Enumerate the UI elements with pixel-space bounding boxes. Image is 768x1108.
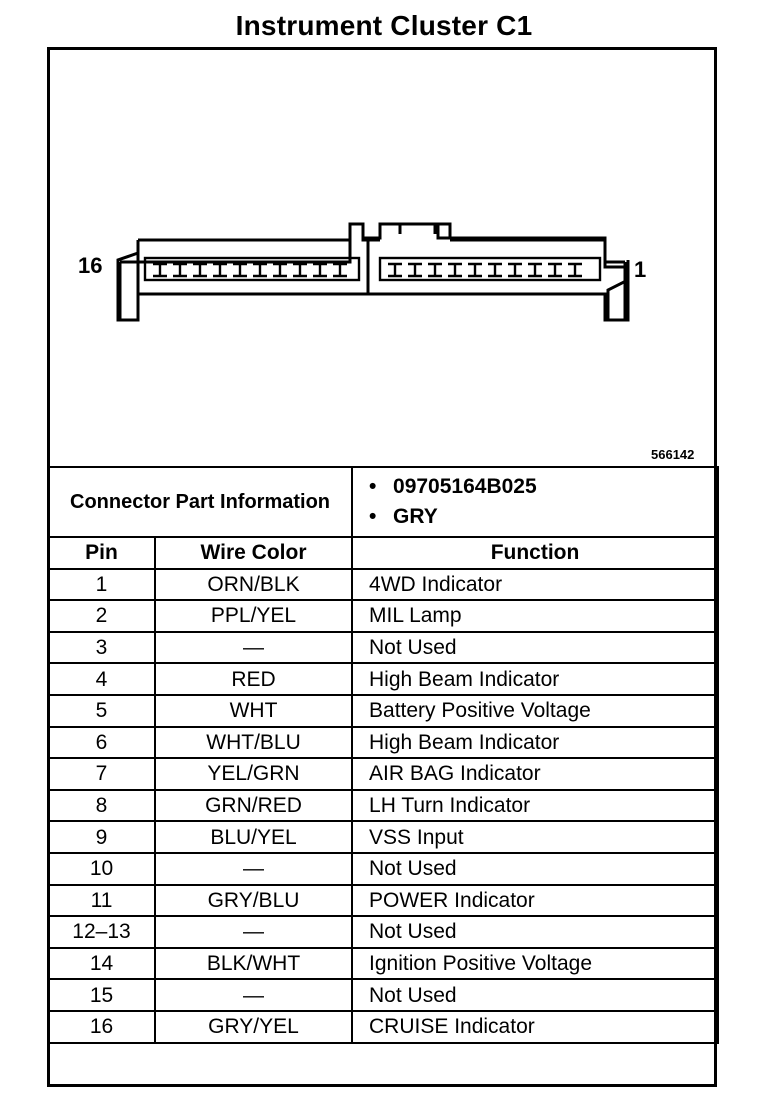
pin-cell: 16 — [48, 1011, 155, 1043]
wire-color-cell: — — [155, 979, 352, 1011]
table-row — [48, 569, 718, 601]
table-row — [48, 600, 718, 632]
table-row — [48, 948, 718, 980]
pin-1-label: 1 — [634, 257, 647, 282]
function-cell: Not Used — [352, 916, 718, 948]
connector-table — [47, 466, 719, 1044]
function-cell: Not Used — [352, 853, 718, 885]
table-row — [48, 632, 718, 664]
table-row — [48, 727, 718, 759]
table-row — [48, 853, 718, 885]
wire-color-cell: BLU/YEL — [155, 821, 352, 853]
table-row — [48, 979, 718, 1011]
connector-drawing — [50, 50, 714, 466]
function-cell: Ignition Positive Voltage — [352, 948, 718, 980]
wire-color-cell: YEL/GRN — [155, 758, 352, 790]
table-row — [48, 885, 718, 917]
function-cell: Battery Positive Voltage — [352, 695, 718, 727]
pin-cell: 15 — [48, 979, 155, 1011]
wire-color-cell: WHT/BLU — [155, 727, 352, 759]
wire-color-cell: ORN/BLK — [155, 569, 352, 601]
connector-info-label: Connector Part Information — [48, 467, 352, 537]
table-row — [48, 758, 718, 790]
pin-cavities-right — [380, 258, 600, 280]
pin-cell: 7 — [48, 758, 155, 790]
connector-info-values — [352, 467, 718, 537]
function-cell: Not Used — [352, 632, 718, 664]
connector-outline — [118, 224, 628, 320]
connector-diagram — [50, 50, 714, 466]
table-row — [48, 821, 718, 853]
function-cell: MIL Lamp — [352, 600, 718, 632]
function-cell: High Beam Indicator — [352, 663, 718, 695]
page-title: Instrument Cluster C1 — [235, 10, 533, 41]
connector-part-number: • 09705164B025 — [393, 472, 717, 502]
wire-color-cell: BLK/WHT — [155, 948, 352, 980]
wire-color-cell: PPL/YEL — [155, 600, 352, 632]
function-cell: VSS Input — [352, 821, 718, 853]
function-cell: AIR BAG Indicator — [352, 758, 718, 790]
pin-cell: 8 — [48, 790, 155, 822]
pin-cell: 11 — [48, 885, 155, 917]
pin-cell: 9 — [48, 821, 155, 853]
connector-info-row — [48, 467, 718, 537]
connector-color: • GRY — [393, 502, 717, 532]
wire-color-cell: GRY/YEL — [155, 1011, 352, 1043]
pin-16-label: 16 — [78, 253, 103, 278]
table-row — [48, 916, 718, 948]
wire-color-cell: — — [155, 853, 352, 885]
wire-color-cell: — — [155, 916, 352, 948]
wire-color-cell: WHT — [155, 695, 352, 727]
pin-cell: 10 — [48, 853, 155, 885]
table-row — [48, 663, 718, 695]
pin-cell: 6 — [48, 727, 155, 759]
table-header-row — [48, 537, 718, 569]
function-cell: POWER Indicator — [352, 885, 718, 917]
pin-cell: 5 — [48, 695, 155, 727]
header-pin: Pin — [48, 537, 155, 569]
table-row — [48, 1011, 718, 1043]
function-cell: 4WD Indicator — [352, 569, 718, 601]
table-row — [48, 695, 718, 727]
pin-cell: 4 — [48, 663, 155, 695]
function-cell: Not Used — [352, 979, 718, 1011]
pin-cell: 14 — [48, 948, 155, 980]
wire-color-cell: GRN/RED — [155, 790, 352, 822]
reference-number: 566142 — [651, 447, 695, 462]
pin-cell: 12–13 — [48, 916, 155, 948]
wire-color-cell: RED — [155, 663, 352, 695]
function-cell: LH Turn Indicator — [352, 790, 718, 822]
wire-color-cell: — — [155, 632, 352, 664]
function-cell: CRUISE Indicator — [352, 1011, 718, 1043]
pin-cell: 3 — [48, 632, 155, 664]
pin-cell: 1 — [48, 569, 155, 601]
function-cell: High Beam Indicator — [352, 727, 718, 759]
header-wire-color: Wire Color — [155, 537, 352, 569]
pin-cell: 2 — [48, 600, 155, 632]
wire-color-cell: GRY/BLU — [155, 885, 352, 917]
table-row — [48, 790, 718, 822]
header-function: Function — [352, 537, 718, 569]
